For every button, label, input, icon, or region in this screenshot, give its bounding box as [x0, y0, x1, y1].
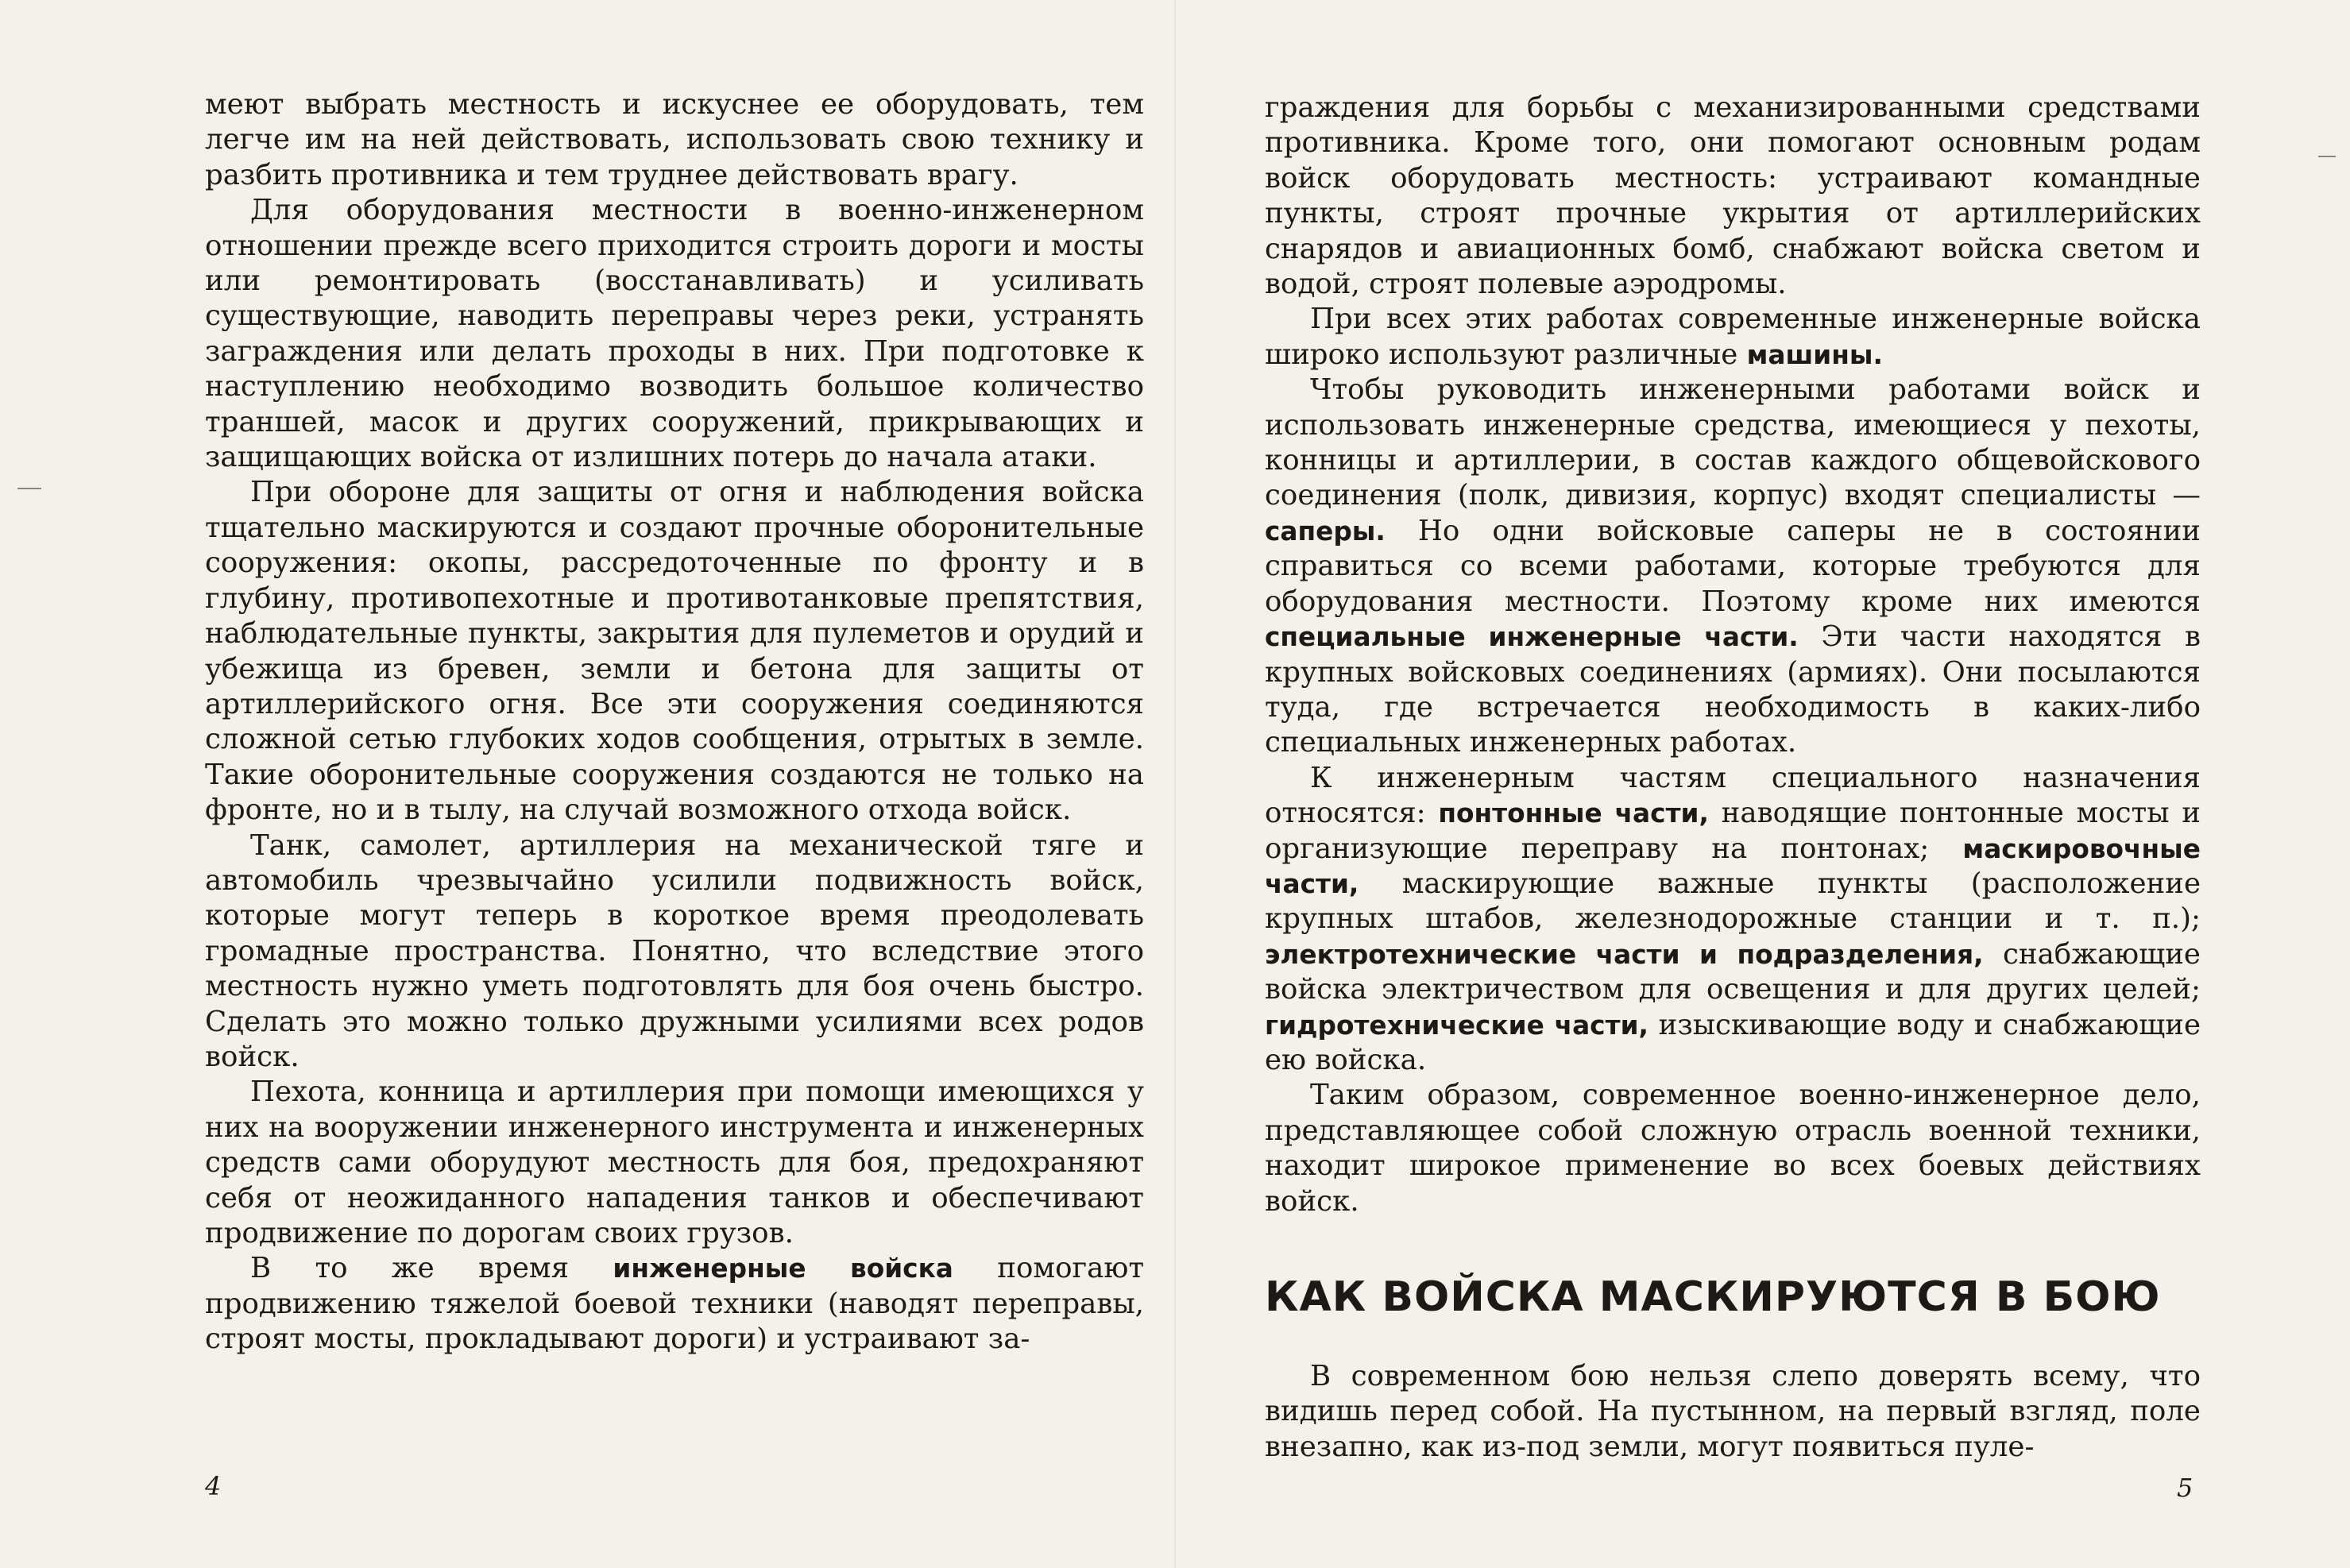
bold-term: специальные инженерные части. [1265, 622, 1799, 653]
right-page [1265, 91, 2201, 1465]
text-run: помогают продвижению тяжелой боевой техники (наводят переправы, строят мосты, прокладывают дороги) и устраивают за- [205, 1252, 1145, 1356]
margin-mark [17, 488, 41, 489]
gutter [1174, 0, 1176, 1568]
margin-mark [2318, 156, 2336, 157]
paragraph [1265, 761, 2201, 1079]
paragraph [1265, 302, 2201, 373]
text-run: При обороне для защиты от огня и наблюдения войска тщательно маскируются и создают прочные оборонительные сооружения: окопы, рассредоточенные по фронту и в глубину, противопехотные и противотанковые препятствия, наблюдательные пункты, закрытия для пулеметов и орудий и убежища из бревен, земли и бетона для защиты от артиллерийского огня. Все эти сооружения соединяются сложной сетью глубоких ходов сообщения, отрытых в земле. Такие оборонительные сооружения создаются не только на фронте, но и в тылу, на случай возможного отхода войск. [205, 476, 1144, 827]
paragraph [205, 1075, 1144, 1251]
text-run: При всех этих работах современные инженерные войска широко используют различные [1265, 303, 2201, 371]
text-run: К инженерным частям специального назначения относятся: [1265, 761, 2201, 830]
paragraph [205, 475, 1144, 828]
paragraph [1265, 91, 2201, 302]
text-run: Чтобы руководить инженерными работами войск и использовать инженерные средства, имеющиеся у пехоты, конницы и артиллерии, в состав каждого общевойскового соединения (полк, дивизия, корпус) входят специалисты — [1265, 373, 2201, 512]
paragraph [1265, 1359, 2201, 1465]
text-run: изыскивающие воду и снабжающие ею войска. [1265, 1008, 2201, 1076]
text-run: Для оборудования местности в военно-инженерном отношении прежде всего приходится строить дороги и мосты или ремонтировать (восстанавливать) и усиливать существующие, наводить переправы через реки, устранять заграждения или делать проходы в них. При подготовке к наступлению необходимо возводить большое количество траншей, масок и других сооружений, прикрывающих и защищающих войска от излишних потерь до начала атаки. [205, 194, 1144, 474]
text-run: Но одни войсковые саперы не в состоянии справиться со всеми работами, которые требуются для оборудования местности. Поэтому кроме них имеются [1265, 514, 2201, 618]
left-page [205, 87, 1144, 1358]
text-run: маскирующие важные пункты (расположение крупных штабов, железнодорожные станции и т. п.); [1265, 867, 2201, 936]
bold-term: электротехнические части и подразделения, [1265, 939, 1984, 970]
text-run: В современном бою нельзя слепо доверять всему, что видишь перед собой. На пустынном, на первый взгляд, поле внезапно, как из-под земли, могут появиться пуле- [1265, 1360, 2201, 1463]
bold-term: гидротехнические части, [1265, 1010, 1648, 1041]
bold-term: инженерные войска [613, 1253, 953, 1284]
page-number-right: 5 [2177, 1473, 2193, 1503]
paragraph [1265, 1078, 2201, 1219]
text-run: граждения для борьбы с механизированными средствами противника. Кроме того, они помогают основным родам войск оборудовать местность: устраивают командные пункты, строят прочные укрытия от артиллерийских снарядов и авиационных бомб, снабжают войска светом и водой, строят полевые аэродромы. [1265, 91, 2201, 301]
bold-term: саперы. [1265, 516, 1386, 546]
text-run: Пехота, конница и артиллерия при помощи имеющихся у них на вооружении инженерного инструмента и инженерных средств сами оборудуют местность для боя, предохраняют себя от неожиданного нападения танков и обеспечивают продвижение по дорогам своих грузов. [205, 1076, 1144, 1249]
bold-term: машины. [1746, 339, 1883, 370]
text-run: Эти части находятся в крупных войсковых соединениях (армиях). Они посылаются туда, где встречается необходимость в каких-либо специальных инженерных работах. [1265, 620, 2201, 759]
bold-term: маскировочные части, [1265, 833, 2201, 899]
paragraph [205, 1251, 1144, 1357]
bold-term: понтонные части, [1438, 798, 1709, 829]
section-heading: КАК ВОЙСКА МАСКИРУЮТСЯ В БОЮ [1265, 1273, 2161, 1321]
paragraph [205, 828, 1144, 1076]
text-run: наводящие понтонные мосты и организующие переправу на понтонах; [1265, 797, 2201, 865]
page-number-left: 4 [205, 1471, 222, 1501]
text-run: В то же время [249, 1252, 613, 1285]
text-run: снабжающие войска электричеством для освещения и для других целей; [1265, 937, 2201, 1006]
paragraph [205, 193, 1144, 475]
paragraph [1265, 373, 2201, 760]
paragraph [205, 87, 1144, 193]
text-run: меют выбрать местность и искуснее ее оборудовать, тем легче им на ней действовать, использовать свою технику и разбить противника и тем труднее действовать врагу. [205, 88, 1144, 191]
text-run: Таким образом, современное военно-инженерное дело, представляющее собой сложную отрасль военной техники, находит широкое применение во всех боевых действиях войск. [1265, 1079, 2201, 1218]
text-run: Танк, самолет, артиллерия на механической тяге и автомобиль чрезвычайно усилили подвижность войск, которые могут теперь в короткое время преодолевать громадные пространства. Понятно, что вследствие этого местность нужно уметь подготовлять для боя очень быстро. Сделать это можно только дружными усилиями всех родов войск. [205, 828, 1144, 1073]
